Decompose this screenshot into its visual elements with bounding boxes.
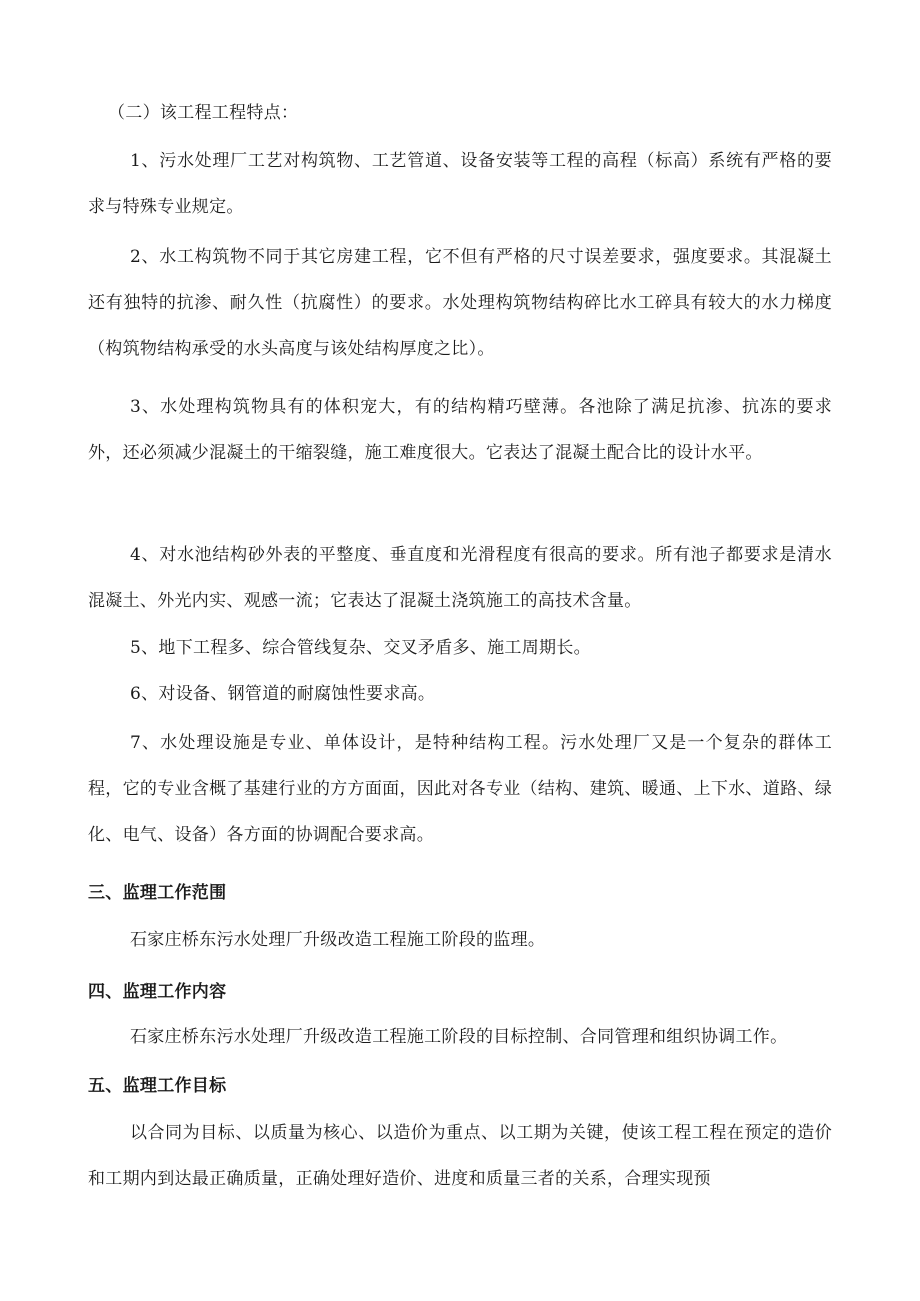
- feature-paragraph-7: 7、水处理设施是专业、单体设计，是特种结构工程。污水处理厂又是一个复杂的群体工程，它的专业含概了基建行业的方方面面，因此对各专业（结构、建筑、暖通、上下水、道路、绿化、电气、设备）各方面的协调配合要求高。: [88, 733, 832, 845]
- subheading: （二）该工程工程特点：: [108, 103, 299, 123]
- feature-paragraph-3: 3、水处理构筑物具有的体积宠大，有的结构精巧壁薄。各池除了满足抗渗、抗冻的要求外，还必须减少混凝土的干缩裂缝，施工难度很大。它表达了混凝土配合比的设计水平。: [88, 397, 832, 463]
- section-5-heading: 五、监理工作目标: [88, 1076, 227, 1096]
- section-3-text: 石家庄桥东污水处理厂升级改造工程施工阶段的监理。: [130, 930, 546, 950]
- section-5-text: 以合同为目标、以质量为核心、以造价为重点、以工期为关键，使该工程工程在预定的造价和工期内到达最正确质量，正确处理好造价、进度和质量三者的关系，合理实现预: [88, 1123, 832, 1189]
- section-4-text: 石家庄桥东污水处理厂升级改造工程施工阶段的目标控制、合同管理和组织协调工作。: [130, 1027, 788, 1047]
- feature-paragraph-2: 2、水工构筑物不同于其它房建工程，它不但有严格的尺寸误差要求，强度要求。其混凝土还有独特的抗渗、耐久性（抗腐性）的要求。水处理构筑物结构碎比水工碎具有较大的水力梯度（构筑物结构承受的水头高度与该处结构厚度之比）。: [88, 247, 832, 359]
- section-4-heading: 四、监理工作内容: [88, 982, 227, 1002]
- feature-paragraph-1: 1、污水处理厂工艺对构筑物、工艺管道、设备安装等工程的高程（标高）系统有严格的要求与特殊专业规定。: [88, 151, 832, 217]
- feature-paragraph-5: 5、地下工程多、综合管线复杂、交叉矛盾多、施工周期长。: [130, 638, 591, 658]
- section-3-heading: 三、监理工作范围: [88, 883, 227, 903]
- feature-paragraph-4: 4、对水池结构砂外表的平整度、垂直度和光滑程度有很高的要求。所有池子都要求是清水混凝土、外光内实、观感一流；它表达了混凝土浇筑施工的高技术含量。: [88, 545, 832, 611]
- feature-paragraph-6: 6、对设备、钢管道的耐腐蚀性要求高。: [130, 684, 436, 704]
